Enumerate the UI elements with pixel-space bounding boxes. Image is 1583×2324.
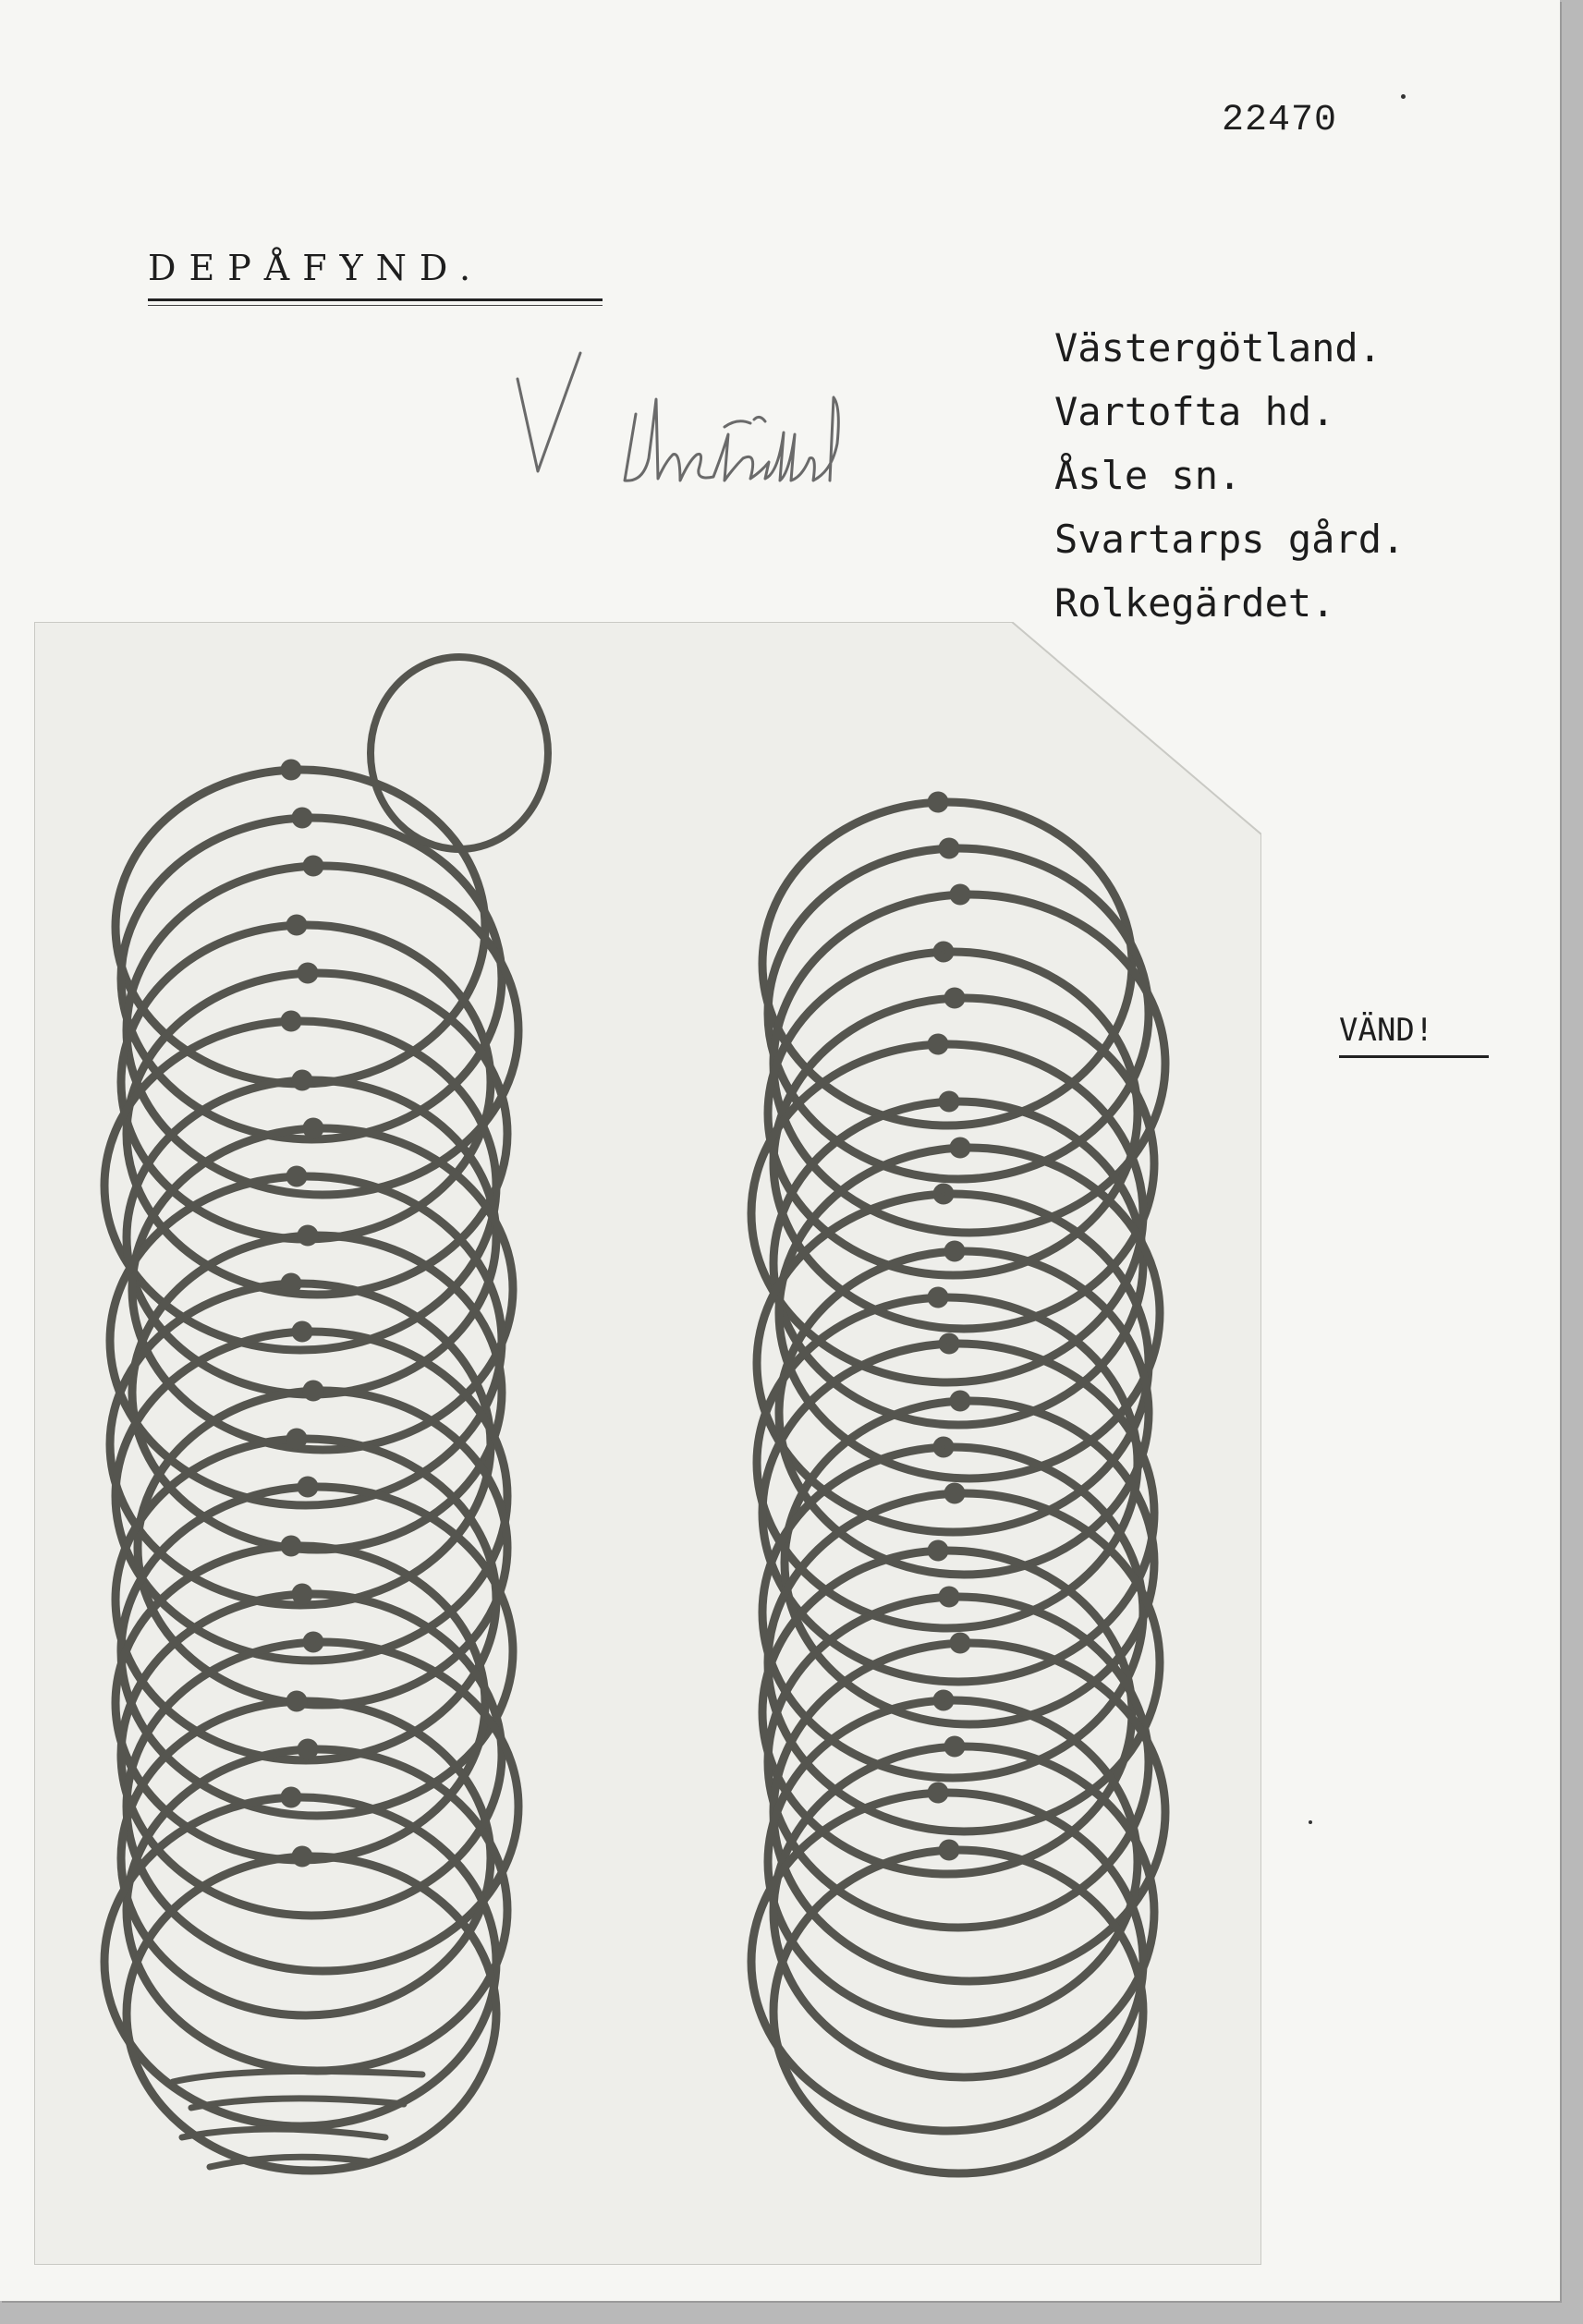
- catalog-number: 22470: [1222, 100, 1338, 141]
- location-site: Rolkegärdet.: [1054, 580, 1335, 626]
- ink-dot: [1401, 94, 1406, 99]
- location-farm: Svartarps gård.: [1054, 517, 1406, 562]
- turn-over-note: VÄND!: [1339, 1012, 1434, 1049]
- location-block: [1054, 316, 1405, 635]
- location-parish: Åsle sn.: [1054, 453, 1242, 498]
- heading-underline-thin: [148, 305, 603, 306]
- pencil-note-handwriting: [508, 342, 943, 508]
- photo-mount: [34, 622, 1261, 2265]
- location-hundred: Vartofta hd.: [1054, 389, 1335, 434]
- heading: DEPÅFYND.: [148, 248, 484, 288]
- location-province: Västergötland.: [1054, 325, 1382, 371]
- photo-wire-rings: [34, 622, 1261, 2265]
- ink-dot: [1309, 1820, 1312, 1824]
- heading-underline: [148, 298, 603, 301]
- turn-over-underline: [1339, 1055, 1489, 1058]
